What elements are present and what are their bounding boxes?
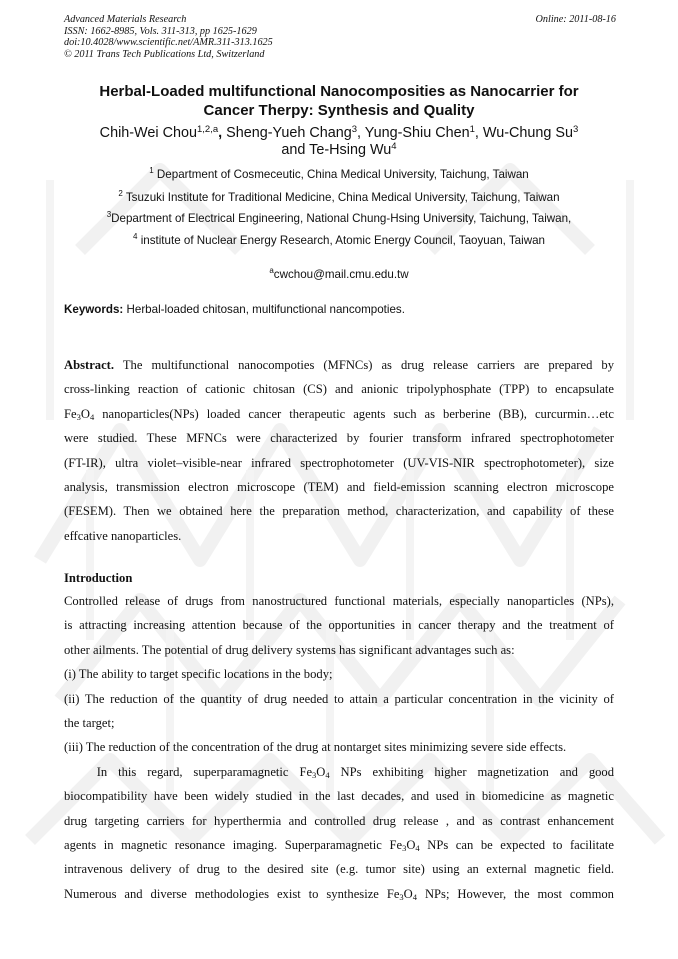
journal-name: Advanced Materials Research — [64, 14, 187, 25]
doi-line: doi:10.4028/www.scientific.net/AMR.311-313.1625 — [64, 37, 273, 49]
author-separator: , — [474, 125, 479, 141]
affiliation-marker: 2 — [118, 189, 123, 198]
issn-line: ISSN: 1662-8985, Vols. 311-313, pp 1625-1629 — [64, 25, 257, 37]
formula-fe: Fe — [299, 764, 313, 779]
keywords-label: Keywords: — [64, 303, 124, 316]
intro-line: the target; — [64, 716, 115, 731]
intro-line — [64, 833, 614, 857]
author-superscript: 1 — [469, 124, 475, 135]
intro-line — [64, 882, 614, 906]
intro-line: (iii) The reduction of the concentration of the drug at nontarget sites minimizing severe side effects. — [64, 740, 567, 755]
intro-line: other ailments. The potential of drug delivery systems has significant advantages such as: — [64, 642, 515, 657]
title-line-2: Cancer Therpy: Synthesis and Quality — [203, 102, 475, 119]
affiliation-3 — [60, 212, 618, 226]
affiliation-1 — [60, 168, 618, 182]
intro-line: is attracting increasing attention because of the opportunities in cancer therapy and the treatment of — [64, 618, 614, 633]
author-name: Chih-Wei Chou — [99, 125, 197, 141]
affiliation-marker: 3 — [106, 210, 112, 219]
online-date: Online: 2011-08-16 — [535, 14, 616, 25]
formula-sub: 4 — [325, 769, 330, 780]
formula-o: O — [403, 886, 413, 901]
abstract-label: Abstract. — [64, 358, 115, 372]
abstract — [64, 353, 614, 548]
author-superscript: 4 — [391, 141, 397, 152]
affiliation-text: institute of Nuclear Energy Research, Atomic Energy Council, Taoyuan, Taiwan — [137, 234, 545, 247]
intro-line: biocompatibility have been widely studied in the last decades, and used in biomedicine as magnetic — [64, 789, 614, 804]
affiliation-marker: 1 — [149, 166, 154, 175]
abstract-line: (FESEM). Then we obtained here the preparation method, characterization, and capability of these — [64, 504, 614, 519]
formula-o: O — [316, 764, 326, 779]
author-separator: , — [357, 125, 362, 141]
journal-header — [64, 14, 616, 60]
intro-line: (i) The ability to target specific locations in the body; — [64, 667, 333, 682]
author-superscript: 1,2,a — [196, 124, 219, 135]
affiliation-2 — [60, 191, 618, 205]
intro-text: In this regard, superparamagnetic — [64, 764, 300, 779]
formula-sub: 3 — [76, 411, 81, 422]
formula-sub: 3 — [399, 891, 404, 902]
abstract-line: (FT-IR), ultra violet–visible-near infrared spectrophotometer (UV-VIS-NIR spectrophotometer), size — [64, 455, 614, 470]
abstract-line: analysis, transmission electron microscope (TEM) and field-emission scanning electron microscope — [64, 480, 614, 495]
abstract-line: cross-linking reaction of cationic chitosan (CS) and anionic tripolyphosphate (TPP) to encapsulate — [64, 382, 614, 397]
abstract-text: The multifunctional nanocompoties (MFNCs) as drug release carriers are prepared by — [114, 358, 614, 372]
formula-sub: 4 — [412, 891, 418, 902]
keywords-text: Herbal-loaded chitosan, multifunctional nancompoties. — [123, 303, 405, 316]
intro-line: Controlled release of drugs from nanostructured functional materials, especially nanoparticles (NPs), — [64, 594, 614, 608]
intro-text: agents in magnetic resonance imaging. Superparamagnetic — [64, 838, 390, 853]
author-name: Wu-Chung Su — [478, 125, 574, 141]
intro-text: NPs; However, the most common — [417, 886, 614, 901]
formula-sub: 3 — [402, 843, 407, 854]
formula-sub: 4 — [415, 843, 420, 854]
paper-title — [64, 82, 614, 120]
affiliation-marker: 4 — [133, 232, 138, 241]
formula-fe: Fe — [386, 886, 400, 901]
formula-o: O — [406, 838, 416, 853]
intro-line — [64, 760, 614, 784]
author-name: Sheng-Yueh Chang — [222, 125, 352, 141]
formula-o: O — [80, 406, 90, 421]
abstract-line — [64, 353, 614, 377]
introduction-body — [64, 589, 614, 906]
affiliation-text: Department of Cosmeceutic, China Medical University, Taichung, Taiwan — [153, 168, 529, 181]
author-name: Yung-Shiu Chen — [361, 125, 470, 141]
intro-text: NPs exhibiting higher magnetization and good — [329, 764, 615, 779]
introduction-heading: Introduction — [64, 571, 133, 585]
author-superscript: 3 — [351, 124, 358, 135]
title-line-1: Herbal-Loaded multifunctional Nanocomposities as Nanocarrier for — [99, 83, 579, 100]
intro-line: (ii) The reduction of the quantity of drug needed to attain a particular concentration in the vicinity of — [64, 691, 614, 706]
affiliation-text: Department of Electrical Engineering, National Chung-Hsing University, Taichung, Taiwan, — [111, 212, 572, 225]
email-marker: a — [269, 266, 274, 275]
abstract-text: nanoparticles(NPs) loaded cancer therapeutic agents such as berberine (BB), curcurmin…etc — [94, 406, 614, 421]
formula-sub: 4 — [89, 411, 95, 422]
affiliation-4 — [60, 234, 618, 248]
keywords — [64, 303, 616, 317]
abstract-line: effcative nanoparticles. — [64, 528, 182, 543]
contact-email — [60, 268, 618, 282]
formula-fe: Fe — [389, 838, 403, 853]
email-text: cwchou@mail.cmu.edu.tw — [273, 268, 409, 281]
author-separator: , — [218, 125, 223, 141]
formula-fe: Fe — [64, 406, 77, 421]
affiliation-text: Tsuzuki Institute for Traditional Medicine, China Medical University, Taichung, Taiwan — [122, 191, 560, 204]
author-superscript: 3 — [573, 124, 579, 135]
intro-text: NPs can be expected to facilitate — [419, 838, 614, 853]
intro-line: intravenous delivery of drug to the desired site (e.g. tumor site) using an external magnetic field. — [64, 862, 614, 877]
author-line-1 — [60, 125, 618, 142]
author-list — [60, 125, 618, 159]
formula-sub: 3 — [312, 769, 317, 780]
copyright-line: © 2011 Trans Tech Publications Ltd, Switzerland — [64, 48, 265, 60]
abstract-line: were studied. These MFNCs were characterized by fourier transform infrared spectrophotometer — [64, 431, 614, 446]
abstract-line — [64, 402, 614, 426]
author-name: and Te-Hsing Wu — [281, 142, 392, 158]
intro-text: Numerous and diverse methodologies exist to synthesize — [64, 886, 387, 901]
author-line-2 — [60, 142, 618, 159]
intro-line: drug targeting carriers for hyperthermia and controlled drug release , and as contrast enhancement — [64, 813, 614, 828]
